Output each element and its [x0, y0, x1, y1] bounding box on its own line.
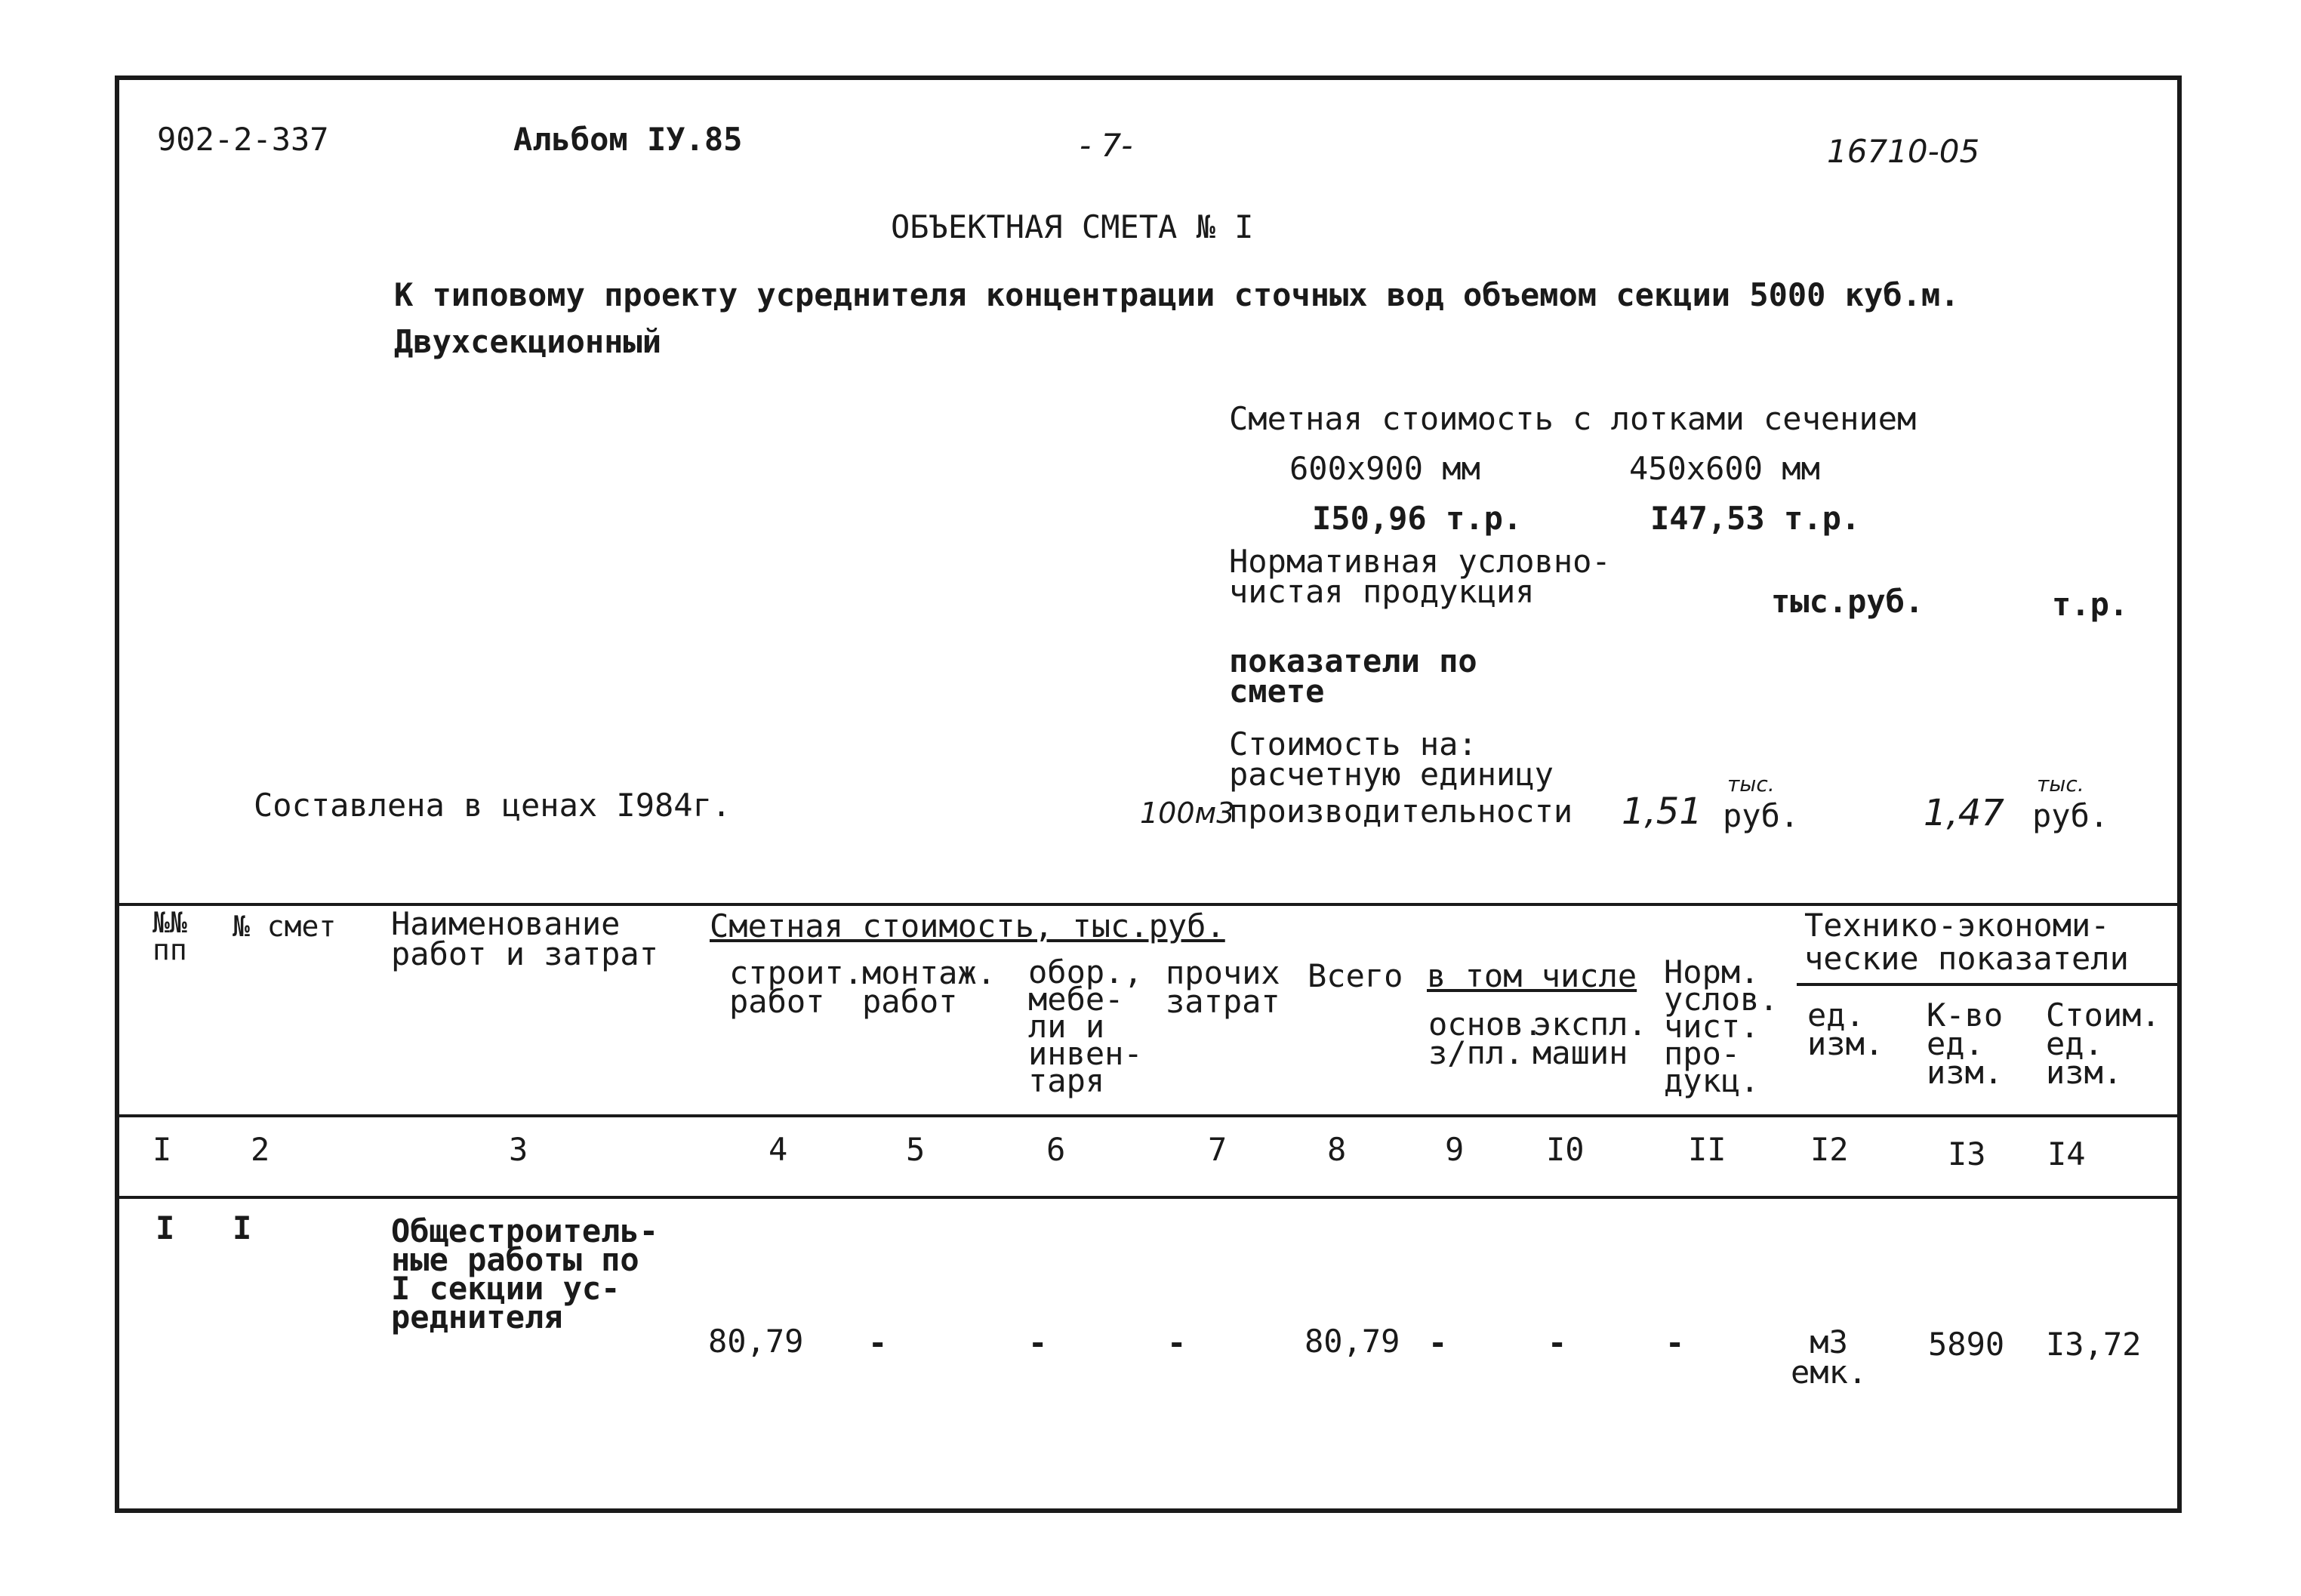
colnum-8: 8: [1327, 1131, 1347, 1168]
header-build: строит. работ: [729, 954, 864, 1020]
colnum-2: 2: [251, 1131, 270, 1168]
tech-group-rule: [1797, 983, 2182, 986]
productivity-unit-handwritten: 100м3: [1140, 796, 1235, 830]
row-qty: 5890: [1928, 1326, 2005, 1363]
header-bottom-rule: [115, 1114, 2182, 1117]
colnum-6: 6: [1046, 1131, 1066, 1168]
colnum-9: 9: [1445, 1131, 1465, 1168]
header-name: Наименование работ и затрат: [391, 905, 659, 972]
subtitle-line-2: Двухсекционный: [394, 323, 662, 360]
unit-thousand: тыс.руб.: [1771, 583, 1924, 620]
normative-label: Нормативная условно- чистая продукция: [1229, 543, 1611, 610]
header-smeta: № смет: [233, 910, 337, 943]
value-b-handwritten: 1,47: [1924, 792, 2004, 834]
colnum-10: I0: [1546, 1131, 1585, 1168]
row-smeta: I: [233, 1209, 252, 1246]
cost-a: I50,96 т.р.: [1312, 500, 1523, 537]
size-a: 600х900 мм: [1289, 450, 1480, 487]
cost-b: I47,53 т.р.: [1650, 500, 1861, 537]
header-group-tech: Технико-экономи- ческие показатели: [1804, 907, 2129, 977]
unit-a-top: тыс.: [1727, 772, 1775, 796]
header-num: №№ пп: [152, 906, 187, 966]
header-group-cost: Сметная стоимость, тыс.руб.: [710, 907, 1225, 944]
row-unit: м3 емк.: [1791, 1323, 1868, 1391]
project-code: 902-2-337: [157, 121, 329, 158]
unit-tr: т.р.: [2052, 586, 2129, 623]
page-number: - 7-: [1080, 127, 1133, 164]
colnum-3: 3: [509, 1131, 528, 1168]
header-total: Всего: [1308, 957, 1403, 994]
cost-caption: Сметная стоимость с лотками сечением: [1229, 400, 1917, 437]
unit-b-top: тыс.: [2037, 772, 2084, 796]
colnum-bottom-rule: [115, 1196, 2182, 1199]
cost-per-unit-label: Стоимость на: расчетную единицу: [1229, 726, 1554, 793]
colnum-14: I4: [2047, 1135, 2086, 1172]
row-salary: -: [1428, 1324, 1448, 1361]
row-mount: -: [868, 1324, 888, 1361]
indicators-label: показатели по смете: [1229, 642, 1477, 710]
row-machines: -: [1548, 1324, 1567, 1361]
document-title: ОБЪЕКТНАЯ СМЕТА № I: [891, 208, 1254, 245]
colnum-13: I3: [1948, 1135, 1986, 1172]
colnum-5: 5: [906, 1131, 926, 1168]
compiled-note: Составлена в ценах I984г.: [254, 787, 732, 824]
productivity-label: производительности: [1229, 793, 1573, 830]
row-build: 80,79: [708, 1323, 804, 1360]
row-norm: -: [1665, 1324, 1685, 1361]
row-total: 80,79: [1305, 1323, 1400, 1360]
header-unit: ед. изм.: [1807, 997, 1884, 1062]
size-b: 450х600 мм: [1629, 450, 1820, 487]
unit-a-bottom: руб.: [1723, 797, 1800, 834]
row-other: -: [1167, 1324, 1187, 1361]
colnum-4: 4: [769, 1131, 788, 1168]
header-equip: обор., мебе- ли и инвен- таря: [1028, 954, 1143, 1099]
header-machines: экспл. машин: [1532, 1006, 1647, 1071]
header-unit-cost: Стоим. ед. изм.: [2046, 997, 2161, 1091]
colnum-7: 7: [1208, 1131, 1228, 1168]
header-subgroup-incl: в том числе: [1427, 957, 1637, 994]
header-qty: К-во ед. изм.: [1927, 997, 2004, 1091]
unit-b-bottom: руб.: [2032, 797, 2109, 834]
album-label: Альбом IУ.85: [513, 121, 743, 158]
colnum-1: I: [152, 1131, 172, 1168]
value-a-handwritten: 1,51: [1622, 790, 1702, 833]
row-unit-cost: I3,72: [2046, 1326, 2142, 1363]
colnum-11: II: [1688, 1131, 1727, 1168]
row-equip: -: [1028, 1324, 1048, 1361]
header-mount: монтаж. работ: [862, 954, 996, 1020]
colnum-12: I2: [1810, 1131, 1849, 1168]
header-salary: основ. з/пл.: [1428, 1006, 1543, 1071]
handwritten-doc-number: 16710-05: [1827, 133, 1980, 170]
subtitle-line-1: К типовому проекту усреднителя концентрации сточных вод объемом секции 5000 куб.м.: [394, 276, 1960, 313]
header-other: прочих затрат: [1166, 954, 1280, 1020]
row-name: Общестроитель- ные работы по I секции ус- реднителя: [391, 1212, 659, 1336]
row-num: I: [156, 1209, 175, 1246]
header-norm: Норм. услов. чист. про- дукц.: [1664, 954, 1779, 1099]
